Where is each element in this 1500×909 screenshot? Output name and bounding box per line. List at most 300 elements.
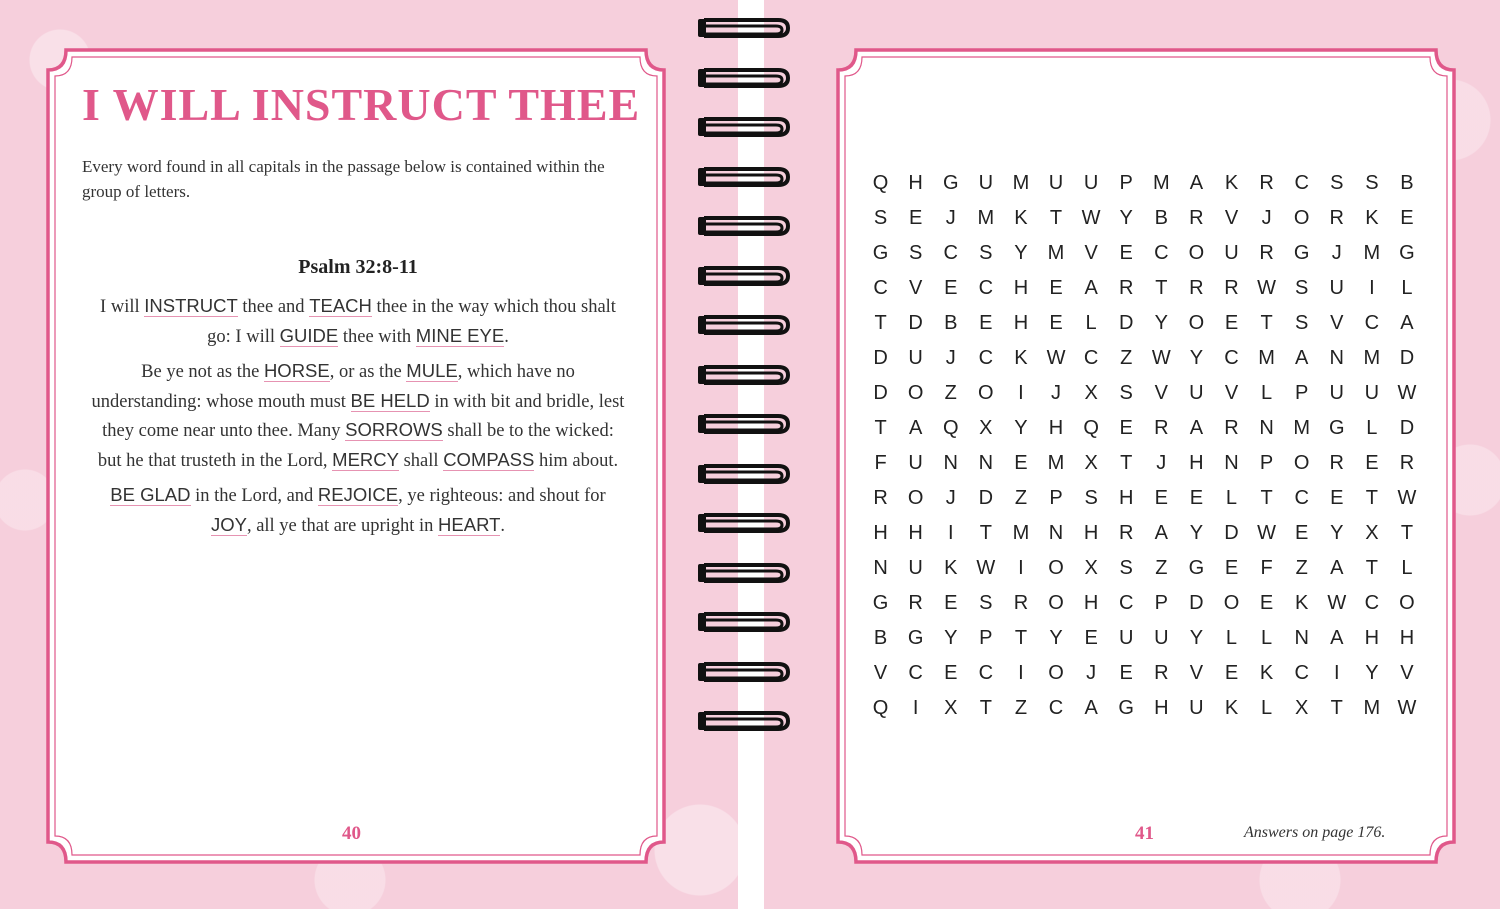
grid-letter: O [978, 382, 994, 404]
grid-letter: G [1188, 557, 1205, 579]
grid-letter: H [1189, 452, 1204, 474]
grid-letter: H [1048, 417, 1064, 439]
grid-letter: J [1261, 207, 1272, 229]
grid-letter: Y [1189, 627, 1204, 649]
grid-letter: B [873, 627, 888, 649]
grid-letter: U [908, 557, 923, 579]
grid-letter: M [1258, 347, 1275, 369]
grid-letter: T [1260, 312, 1273, 334]
grid-letter: Y [1330, 522, 1344, 544]
grid-letter: P [1049, 487, 1063, 509]
passage-text: thee with [338, 326, 416, 347]
grid-letter: H [1013, 312, 1029, 334]
grid-letter: H [1013, 277, 1029, 299]
passage-paragraph [90, 481, 626, 540]
grid-letter: S [1330, 172, 1344, 194]
binding-ring [692, 705, 802, 745]
grid-letter: D [1399, 347, 1415, 369]
grid-letter: I [947, 522, 954, 544]
grid-letter: O [1048, 557, 1064, 579]
grid-letter: A [1189, 417, 1204, 439]
grid-letter: T [874, 417, 887, 439]
grid-letter: P [1295, 382, 1309, 404]
grid-letter: R [1189, 207, 1204, 229]
grid-letter: M [1363, 347, 1381, 369]
binding-ring [692, 606, 802, 646]
grid-letter: H [1083, 522, 1099, 544]
keyword: BE GLAD [110, 484, 191, 505]
keyword: JOY [210, 513, 247, 535]
grid-letter: E [1119, 662, 1133, 684]
grid-letter: B [1154, 207, 1168, 229]
binding-ring [692, 210, 802, 250]
binding-ring [692, 260, 802, 300]
binding-ring [692, 12, 802, 52]
grid-letter: U [1189, 382, 1204, 404]
binding-ring [692, 656, 802, 696]
grid-letter: K [944, 557, 958, 579]
grid-letter: M [1012, 522, 1030, 544]
grid-letter: P [979, 627, 993, 649]
grid-letter: Y [944, 627, 958, 649]
grid-letter: G [1328, 417, 1345, 439]
grid-letter: M [1363, 242, 1381, 264]
grid-letter: G [1399, 242, 1415, 264]
grid-letter: J [1051, 382, 1062, 404]
grid-letter: S [1084, 487, 1098, 509]
grid-letter: G [1118, 697, 1134, 719]
grid-letter: R [1329, 207, 1344, 229]
grid-letter: A [908, 417, 923, 439]
word-search-grid [863, 166, 1425, 726]
grid-letter: O [1399, 592, 1415, 614]
grid-letter: C [1083, 347, 1099, 369]
grid-letter: H [1083, 592, 1099, 614]
grid-letter: Z [1155, 557, 1168, 579]
grid-letter: B [944, 312, 958, 334]
grid-letter: C [1364, 592, 1380, 614]
binding-ring [692, 161, 802, 201]
grid-letter: T [1260, 487, 1273, 509]
grid-letter: V [908, 277, 923, 299]
grid-letter: W [1327, 592, 1347, 614]
grid-letter: K [1259, 662, 1274, 684]
grid-letter: U [978, 172, 994, 194]
grid-letter: M [1012, 172, 1030, 194]
grid-letter: D [1399, 417, 1415, 439]
grid-letter: U [1189, 697, 1204, 719]
grid-letter: R [1013, 592, 1029, 614]
grid-letter: X [979, 417, 993, 439]
grid-letter: E [1049, 277, 1063, 299]
binding-ring [692, 62, 802, 102]
grid-letter: A [1400, 312, 1414, 334]
grid-letter: B [1400, 172, 1414, 194]
grid-letter: E [944, 662, 958, 684]
grid-letter: Y [1119, 207, 1133, 229]
passage-text: in the Lord, and [190, 486, 318, 506]
grid-letter: U [1154, 627, 1169, 649]
grid-letter: A [1154, 522, 1168, 544]
grid-letter: C [1294, 662, 1309, 684]
grid-letter: C [1154, 242, 1169, 264]
grid-letter: A [1084, 277, 1098, 299]
grid-letter: N [1048, 522, 1064, 544]
grid-letter: L [1261, 627, 1273, 649]
grid-letter: V [1154, 382, 1168, 404]
keyword: HORSE [263, 360, 330, 381]
grid-letter: Y [1189, 522, 1204, 544]
grid-letter: U [1364, 382, 1380, 404]
grid-letter: D [873, 382, 888, 404]
grid-letter: C [978, 277, 994, 299]
grid-letter: T [1120, 452, 1133, 474]
grid-letter: Z [1295, 557, 1308, 579]
grid-letter: D [873, 347, 888, 369]
grid-letter: A [1084, 697, 1098, 719]
passage-text: . [504, 326, 509, 347]
keyword: HEART [438, 513, 501, 535]
grid-letter: A [1330, 627, 1344, 649]
grid-letter: U [1048, 172, 1064, 194]
puzzle-instructions: Every word found in all capitals in the passage below is contained within the group of letters. [82, 157, 605, 201]
grid-letter: M [1047, 242, 1065, 264]
grid-letter: O [1293, 452, 1310, 474]
grid-letter: Y [1365, 662, 1379, 684]
grid-letter: J [1086, 662, 1097, 684]
grid-letter: R [1329, 452, 1344, 474]
grid-letter: H [1154, 697, 1169, 719]
grid-letter: I [1018, 557, 1024, 579]
grid-letter: C [978, 347, 994, 369]
grid-letter: M [1293, 417, 1310, 439]
passage-text: , ye righteous: and shout for [398, 486, 606, 506]
grid-letter: I [912, 697, 919, 719]
grid-letter: V [873, 662, 888, 684]
grid-letter: L [1366, 417, 1378, 439]
grid-letter: W [1257, 522, 1277, 544]
grid-letter: X [944, 697, 958, 719]
grid-letter: K [1014, 347, 1028, 369]
grid-letter: J [945, 207, 956, 229]
grid-letter: E [1295, 522, 1309, 544]
grid-letter: K [1295, 592, 1309, 614]
grid-letter: G [1293, 242, 1310, 264]
grid-letter: D [908, 312, 923, 334]
grid-letter: P [1259, 452, 1274, 474]
grid-letter: Y [1014, 242, 1028, 264]
grid-letter: S [1119, 382, 1133, 404]
grid-letter: N [1259, 417, 1274, 439]
grid-letter: O [1188, 242, 1205, 264]
grid-letter: E [1119, 242, 1133, 264]
keyword: INSTRUCT [144, 295, 238, 316]
grid-letter: V [1330, 312, 1344, 334]
grid-letter: S [1295, 277, 1309, 299]
grid-letter: O [907, 382, 924, 404]
grid-letter: T [1014, 627, 1028, 649]
grid-letter: C [943, 242, 958, 264]
binding-ring [692, 408, 802, 448]
keyword: MINE EYE [415, 324, 505, 346]
passage-text: . [500, 515, 506, 536]
grid-letter: W [1081, 207, 1101, 229]
grid-letter: L [1401, 277, 1413, 299]
grid-letter: F [874, 452, 887, 474]
grid-letter: M [1152, 172, 1170, 194]
grid-letter: V [1084, 242, 1098, 264]
passage-text: , or as the [329, 362, 407, 382]
grid-letter: D [978, 487, 994, 509]
grid-letter: O [1293, 207, 1310, 229]
grid-letter: R [1259, 172, 1274, 194]
grid-letter: V [1400, 662, 1414, 684]
grid-letter: Y [1014, 417, 1028, 439]
grid-letter: E [1330, 487, 1344, 509]
grid-letter: T [1400, 522, 1414, 544]
grid-letter: L [1261, 697, 1273, 719]
grid-letter: O [1188, 312, 1205, 334]
grid-letter: G [907, 627, 924, 649]
grid-letter: S [1119, 557, 1133, 579]
answers-note: Answers on page 176. [1244, 824, 1386, 841]
grid-letter: Z [1120, 347, 1133, 369]
grid-letter: U [1118, 627, 1134, 649]
grid-letter: T [874, 312, 887, 334]
grid-letter: C [978, 662, 994, 684]
grid-letter: L [1261, 382, 1273, 404]
grid-letter: K [1224, 697, 1239, 719]
grid-letter: S [873, 207, 888, 229]
keyword: REJOICE [317, 484, 399, 505]
grid-letter: G [942, 172, 959, 194]
grid-letter: T [1049, 207, 1063, 229]
grid-letter: D [1224, 522, 1239, 544]
grid-letter: M [1363, 697, 1381, 719]
grid-letter: C [1294, 172, 1309, 194]
grid-letter: U [1224, 242, 1239, 264]
grid-letter: R [908, 592, 923, 614]
grid-letter: M [977, 207, 995, 229]
grid-letter: E [1119, 417, 1133, 439]
grid-letter: C [1118, 592, 1134, 614]
grid-letter: Z [944, 382, 957, 404]
grid-letter: M [1047, 452, 1065, 474]
grid-letter: U [1329, 277, 1344, 299]
grid-letter: O [907, 487, 924, 509]
keyword: COMPASS [443, 448, 535, 470]
grid-letter: Y [1049, 627, 1063, 649]
grid-letter: K [1014, 207, 1028, 229]
grid-letter: R [1259, 242, 1274, 264]
grid-letter: E [1154, 487, 1168, 509]
grid-letter: O [1048, 662, 1064, 684]
grid-letter: K [1365, 207, 1379, 229]
grid-letter: P [1154, 592, 1168, 614]
grid-letter: O [1048, 592, 1064, 614]
grid-letter: R [1224, 417, 1239, 439]
grid-letter: E [944, 277, 958, 299]
grid-letter: R [1189, 277, 1204, 299]
grid-letter: T [1365, 557, 1378, 579]
binding-ring [692, 309, 802, 349]
grid-letter: T [1330, 697, 1343, 719]
grid-letter: S [1365, 172, 1379, 194]
grid-letter: R [1154, 662, 1169, 684]
grid-letter: J [945, 487, 956, 509]
grid-letter: R [873, 487, 888, 509]
page-number-left: 40 [342, 823, 361, 844]
keyword: GUIDE [279, 324, 339, 346]
grid-letter: V [1224, 382, 1239, 404]
grid-letter: E [1400, 207, 1414, 229]
grid-letter: E [944, 592, 958, 614]
grid-letter: H [1364, 627, 1380, 649]
grid-letter: A [1189, 172, 1204, 194]
grid-letter: E [1259, 592, 1274, 614]
grid-letter: H [908, 172, 923, 194]
passage-text: , which have no understanding: whose mouth must [91, 362, 575, 412]
grid-letter: Q [942, 417, 959, 439]
grid-letter: N [943, 452, 958, 474]
grid-letter: J [1331, 242, 1342, 264]
grid-letter: N [1224, 452, 1239, 474]
keyword: SORROWS [345, 419, 443, 440]
grid-letter: E [1049, 312, 1063, 334]
grid-letter: N [1329, 347, 1344, 369]
grid-letter: Y [1189, 347, 1204, 369]
grid-letter: W [976, 557, 996, 579]
grid-letter: W [1046, 347, 1066, 369]
grid-letter: T [1155, 277, 1168, 299]
grid-letter: A [1295, 347, 1309, 369]
keyword: BE HELD [350, 389, 430, 411]
binding-ring [692, 359, 802, 399]
grid-letter: Q [872, 697, 889, 719]
grid-letter: R [1399, 452, 1415, 474]
page-number-right: 41 [1135, 823, 1154, 844]
grid-letter: Z [1014, 487, 1028, 509]
grid-letter: E [1084, 627, 1098, 649]
grid-letter: K [1224, 172, 1239, 194]
grid-letter: G [872, 592, 889, 614]
grid-letter: C [1294, 487, 1309, 509]
binding-ring [692, 557, 802, 597]
grid-letter: R [1154, 417, 1169, 439]
grid-letter: J [945, 347, 956, 369]
grid-letter: S [908, 242, 923, 264]
grid-letter: R [1118, 522, 1134, 544]
grid-letter: E [908, 207, 923, 229]
binding-ring [692, 111, 802, 151]
grid-letter: T [979, 697, 992, 719]
grid-letter: E [1224, 662, 1239, 684]
grid-letter: I [1369, 277, 1375, 299]
passage-text: in with bit and bridle, lest they come near unto thee. Many [102, 391, 625, 441]
grid-letter: E [1189, 487, 1204, 509]
passage-text: , all ye that are upright in [246, 515, 439, 536]
grid-letter: Z [1014, 697, 1028, 719]
grid-letter: I [1018, 382, 1024, 404]
binding-ring [692, 507, 802, 547]
grid-letter: C [1048, 697, 1064, 719]
grid-letter: V [1224, 207, 1239, 229]
grid-letter: X [1295, 697, 1309, 719]
grid-letter: O [1223, 592, 1240, 614]
passage-text: shall [398, 450, 444, 471]
grid-letter: H [908, 522, 923, 544]
passage-text: I will [100, 297, 145, 317]
keyword: MULE [406, 360, 458, 381]
grid-letter: H [1399, 627, 1415, 649]
passage-text: Be ye not as the [141, 362, 264, 382]
grid-letter: E [1365, 452, 1379, 474]
grid-letter: D [1189, 592, 1204, 614]
grid-letter: E [1014, 452, 1028, 474]
grid-letter: R [1118, 277, 1134, 299]
grid-letter: C [908, 662, 923, 684]
grid-letter: U [1083, 172, 1099, 194]
grid-letter: I [1333, 662, 1340, 684]
grid-letter: P [1119, 172, 1133, 194]
grid-letter: N [978, 452, 994, 474]
grid-letter: X [1084, 557, 1098, 579]
grid-letter: L [1225, 627, 1238, 649]
grid-letter: L [1401, 557, 1413, 579]
passage-text: shall be to the wicked: but he that trusteth in the Lord, [97, 421, 614, 471]
passage-title: Psalm 32:8-11 [298, 256, 418, 278]
grid-letter: N [873, 557, 888, 579]
grid-letter: W [1397, 487, 1417, 509]
grid-letter: H [1118, 487, 1134, 509]
grid-letter: W [1151, 347, 1171, 369]
grid-letter: R [1224, 277, 1239, 299]
grid-letter: L [1225, 487, 1238, 509]
grid-letter: F [1260, 557, 1273, 579]
grid-letter: E [1224, 557, 1239, 579]
grid-letter: C [1364, 312, 1380, 334]
grid-letter: W [1397, 382, 1417, 404]
grid-letter: W [1397, 697, 1417, 719]
grid-letter: G [872, 242, 889, 264]
grid-letter: W [1257, 277, 1277, 299]
keyword: MERCY [332, 448, 399, 470]
grid-letter: S [979, 592, 993, 614]
passage-paragraph [90, 292, 626, 351]
grid-letter: J [1156, 452, 1167, 474]
grid-letter: I [1018, 662, 1024, 684]
page-title: I WILL INSTRUCT THEE [82, 79, 641, 130]
grid-letter: C [1224, 347, 1239, 369]
grid-letter: L [1085, 312, 1097, 334]
grid-letter: C [873, 277, 888, 299]
grid-letter: T [1365, 487, 1378, 509]
grid-letter: X [1365, 522, 1379, 544]
passage-paragraph [90, 357, 626, 475]
binding-ring [692, 458, 802, 498]
grid-letter: V [1189, 662, 1204, 684]
grid-letter: E [979, 312, 993, 334]
grid-letter: U [908, 452, 923, 474]
grid-letter: X [1084, 382, 1098, 404]
grid-letter: E [1224, 312, 1239, 334]
passage-text: thee in the way which thou shalt go: I will [207, 297, 616, 347]
grid-letter: S [979, 242, 993, 264]
keyword: TEACH [309, 295, 372, 316]
grid-letter: Q [1083, 417, 1099, 439]
grid-letter: D [1118, 312, 1134, 334]
scripture-passage [90, 292, 626, 546]
